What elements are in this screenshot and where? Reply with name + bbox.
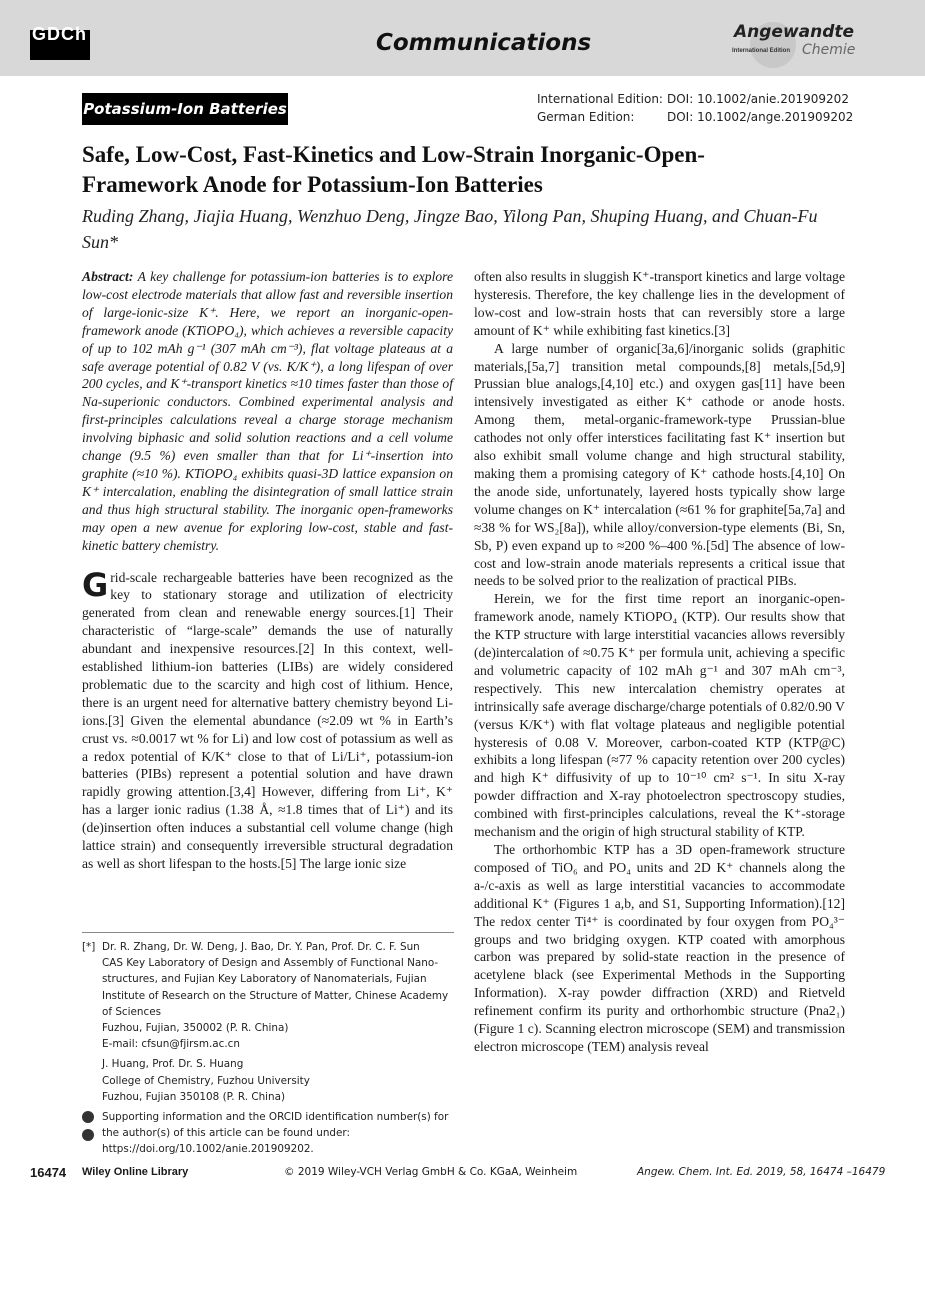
paragraph: The orthorhombic KTP has a 3D open-framework structure composed of TiO₆ and PO₄ units and 2D K⁺ channels along the a-/c-axis as well as large interstitial vacancies to accommodate additional K⁺ (Figures 1 a,b, and S1, Supporting Information).[12] The redox center Ti⁴⁺ is coordinated by four oxygen from PO₄³⁻ groups and two bridging oxygen. KTP coated with amorphous carbon was prepared by solid-state reaction in the presence of acetylene black (see Experimental Methods in the Supporting Information). X-ray powder diffraction (XRD) and Rietveld refinement confirm its purity and orthorhombic structure (Pna2₁) (Figure 1 c). Scanning electron microscope (SEM) and transmission electron microscope (TEM) analysis reveal	[474, 842, 845, 1054]
logo-title: Angewandte	[734, 22, 855, 42]
doi-label: International Edition:	[537, 92, 663, 106]
affiliation-2	[82, 1056, 454, 1105]
wiley-online-library-link[interactable]: Wiley Online Library	[82, 1166, 189, 1178]
doi-international[interactable]	[537, 92, 849, 106]
affil-institution: CAS Key Laboratory of Design and Assembly of Functional Nano-structures, and Fujian Key Laboratory of Nanomaterials, Fujian Institute of Research on the Structure of Matter, Chinese Academy of Sciences	[102, 957, 449, 1018]
gdch-logo: GDCh	[30, 30, 90, 60]
abstract-text: A key challenge for potassium-ion batteries is to explore low-cost electrode materials that allow fast and reversible insertion of large-ionic-size K⁺. Here, we report an inorganic-open-framework anode (KTiOPO₄), which achieves a reversible capacity of up to 102 mAh g⁻¹ (307 mAh cm⁻³), flat voltage plateaus at a safe average potential of 0.82 V (vs. K/K⁺), a long lifespan of over 200 cycles, and K⁺-transport kinetics ≈10 times faster than those of Na-superionic conductors. Combined experimental analysis and first-principles calculations reveal a charge storage mechanism involving biphasic and solid solution reactions and a cell volume change (9.5 %) even smaller than that for Li⁺-insertion into graphite (≈10 %). KTiOPO₄ exhibits quasi-3D lattice expansion on K⁺ intercalation, enabling the disintegration of small lattice strain and thus high structural stability. The inorganic open-frameworks may open a new avenue for exploring low-cost, stable and fast-kinetic battery chemistry.	[82, 269, 454, 553]
logo-subtitle: Chemie	[802, 42, 856, 58]
paragraph: A large number of organic[3a,6]/inorganic solids (graphitic materials,[5a,7] transition metal compounds,[8] metals,[5d,9] Prussian blue analogs,[4,10] etc.) and oxygen gas[11] have been intensively investigated as either K⁺ cathode or anode hosts. Among them, metal-organic-framework-type Prussian-blue cathodes not only offer interstices facilitating fast K⁺ insertion but also exhibit small volume change and high structural stability, making them a promising category of K⁺ cathode hosts.[4,10] On the anode side, unfortunately, layered hosts typically show large volume changes on K⁺ intercalation (≈61 % for graphite[5a,7a] and ≈38 % for WS₂[8a]), while alloy/conversion-type elements (Bi, Sn, Sb, P) even expand up to ≈200 %–400 %.[5d] The absence of low-cost and low-strain anode materials represents a critical issue that needs to be solved prior to the realization of practical PIBs.	[474, 340, 845, 589]
right-column	[474, 268, 845, 1056]
paragraph: often also results in sluggish K⁺-transport kinetics and large voltage hysteresis. Therefore, the key challenge lies in the development of low-cost and low-strain hosts that can reversibly store a large amount of K⁺ while exhibiting fast kinetics.[3]	[474, 269, 845, 338]
supporting-info[interactable]	[82, 1109, 454, 1158]
affil-address: Fuzhou, Fujian, 350002 (P. R. China)	[102, 1022, 289, 1035]
affil-names: Dr. R. Zhang, Dr. W. Deng, J. Bao, Dr. Y. Pan, Prof. Dr. C. F. Sun	[102, 941, 420, 953]
topic-label: Potassium-Ion Batteries	[82, 93, 288, 125]
page-number: 16474	[30, 1165, 67, 1180]
journal-citation: Angew. Chem. Int. Ed. 2019, 58, 16474 –16479	[637, 1166, 886, 1178]
supporting-info-text[interactable]: Supporting information and the ORCID identification number(s) for the author(s) of this article can be found under: https://doi.org/10.1002/anie.201909202.	[102, 1111, 449, 1156]
affiliation-mark: [*]	[82, 941, 96, 953]
paragraph-text: rid-scale rechargeable batteries have been recognized as the key to stationary storage and utilization of electricity generated from clean and renewable energy sources.[1] Their characteristic of “large-scale” demands the use of naturally abundant and inexpensive resources.[2] In this context, well-established lithium-ion batteries (LIBs) are widely considered problematic due to the scarcity and high cost of lithium. Hence, there is an urgent need for alternative battery chemistry beyond Li-ions.[3] Given the elemental abundance (≈2.09 wt % in Earth’s crust vs. ≈0.0017 wt % for Li) and low cost of potassium as well as a redox potential of K/K⁺ close to that of Li/Li⁺, potassium-ion batteries (PIBs) represent a potential solution and have drawn rapidly growing attention.[3,4] However, differing from Li⁺, K⁺ has a larger ionic radius (1.38 Å, ≈1.8 times that of Li⁺) and its (de)insertion often induces a substantial cell volume change (high lattice strain) and consequently irreversible structural degradation as well as short lifespan to the hosts.[5] The large ionic size	[82, 569, 453, 871]
copyright: © 2019 Wiley-VCH Verlag GmbH & Co. KGaA, Weinheim	[284, 1166, 578, 1178]
abstract	[82, 268, 453, 555]
affil-institution: College of Chemistry, Fuzhou University	[102, 1074, 310, 1087]
header-band	[0, 0, 925, 76]
doi-value[interactable]: DOI: 10.1002/ange.201909202	[667, 110, 854, 124]
journal-logo[interactable]	[728, 22, 856, 68]
doi-value[interactable]: DOI: 10.1002/anie.201909202	[667, 92, 849, 106]
abstract-label: Abstract:	[82, 269, 134, 284]
section-heading: Communications	[376, 30, 592, 56]
affil-names: J. Huang, Prof. Dr. S. Huang	[102, 1058, 244, 1071]
author-list: Ruding Zhang, Jiajia Huang, Wenzhuo Deng, Jingze Bao, Yilong Pan, Shuping Huang, and Chuan-Fu Sun*	[82, 206, 818, 252]
doi-label: German Edition:	[537, 110, 635, 124]
article-title: Safe, Low-Cost, Fast-Kinetics and Low-Strain Inorganic-Open-Framework Anode for Potassium-Ion Batteries	[82, 142, 705, 197]
intro-paragraph	[82, 565, 453, 873]
left-column	[82, 268, 453, 873]
doi-german[interactable]	[537, 110, 853, 124]
affiliations	[82, 932, 454, 1158]
orcid-icon	[82, 1129, 94, 1141]
page-footer	[0, 1165, 925, 1185]
logo-edition: International Edition	[732, 48, 790, 54]
affil-address: Fuzhou, Fujian 350108 (P. R. China)	[102, 1090, 286, 1103]
supporting-info-icon	[82, 1111, 94, 1123]
affiliation-1	[82, 939, 454, 1052]
paragraph: Herein, we for the first time report an inorganic-open-framework anode, namely KTiOPO₄ (KTP). Our results show that the KTP structure with large interstitial vacancies allows reversibly (de)intercalation of ≈0.75 K⁺ per formula unit, achieving a specific and volumetric capacity of 102 mAh g⁻¹ and 307 mAh cm⁻³, respectively. This new intercalation chemistry operates at intrinsically safe average discharge/charge potentials of 0.82/0.90 V (versus K/K⁺) with flat voltage plateaus and negligible potential hysteresis of 0.08 V. Moreover, carbon-coated KTP (KTP@C) exhibits a long lifespan (≈77 % capacity retention over 200 cycles) and high K⁺ diffusivity of up to 10⁻¹⁰ cm² s⁻¹. In situ X-ray powder diffraction and X-ray photoelectron spectroscopy studies, combined with first-principles calculations, reveal the K⁺-storage mechanism and the origin of high structural stability of KTP.	[474, 591, 845, 840]
drop-cap: G	[82, 565, 109, 604]
affil-email[interactable]: E-mail: cfsun@fjirsm.ac.cn	[102, 1038, 240, 1051]
